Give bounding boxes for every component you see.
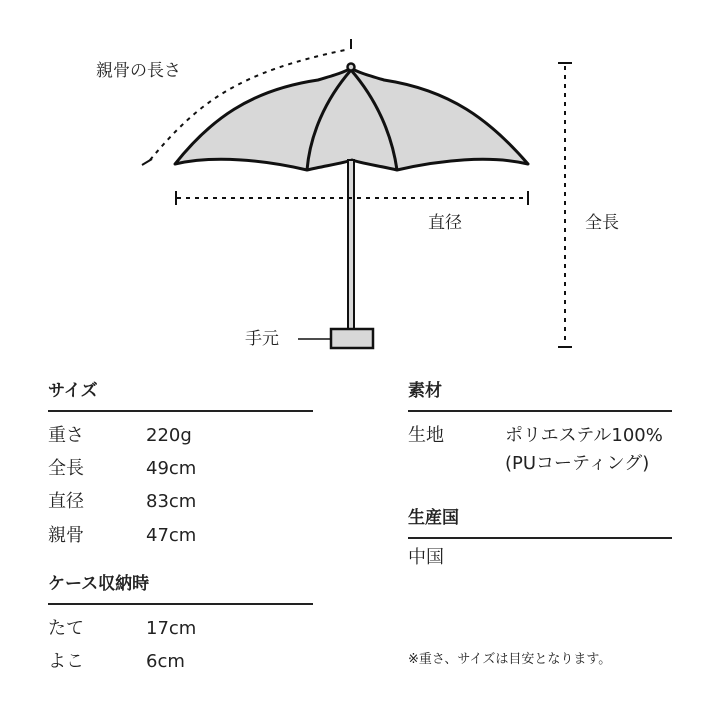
material-fabric-value: ポリエステル100%: [505, 425, 663, 446]
size-weight-value: 220g: [146, 425, 192, 446]
material-fabric-key: 生地: [408, 425, 444, 446]
size-rib-value: 47cm: [146, 525, 197, 546]
size-disclaimer-note: ※重さ、サイズは目安となります。: [408, 652, 612, 667]
umbrella-tip: [348, 64, 355, 71]
rib-length-label: 親骨の長さ: [96, 61, 181, 81]
umbrella-handle: [331, 329, 373, 348]
material-section-title: 素材: [408, 381, 442, 401]
rib-length-end-cap-bottom: [142, 159, 152, 165]
case-section-rule: [48, 603, 313, 605]
origin-section-rule: [408, 537, 672, 539]
size-diameter-value: 83cm: [146, 491, 197, 512]
material-coating-value: (PUコーティング): [505, 453, 650, 474]
case-height-key: たて: [48, 618, 84, 639]
size-weight-key: 重さ: [48, 425, 84, 446]
case-width-value: 6cm: [146, 651, 185, 672]
origin-country-value: 中国: [408, 547, 444, 568]
case-width-key: よこ: [48, 651, 84, 672]
size-diameter-key: 直径: [48, 491, 84, 512]
size-rib-key: 親骨: [48, 525, 84, 546]
total-length-label: 全長: [585, 213, 619, 233]
size-total-length-value: 49cm: [146, 458, 197, 479]
size-section-title: サイズ: [48, 381, 98, 401]
size-section-rule: [48, 410, 313, 412]
umbrella-shaft: [348, 160, 354, 330]
handle-label: 手元: [245, 329, 279, 349]
size-total-length-key: 全長: [48, 458, 84, 479]
diameter-label: 直径: [428, 213, 462, 233]
case-height-value: 17cm: [146, 618, 197, 639]
case-section-title: ケース収納時: [48, 574, 150, 594]
origin-section-title: 生産国: [408, 508, 459, 528]
umbrella-canopy: [175, 68, 528, 170]
material-section-rule: [408, 410, 672, 412]
